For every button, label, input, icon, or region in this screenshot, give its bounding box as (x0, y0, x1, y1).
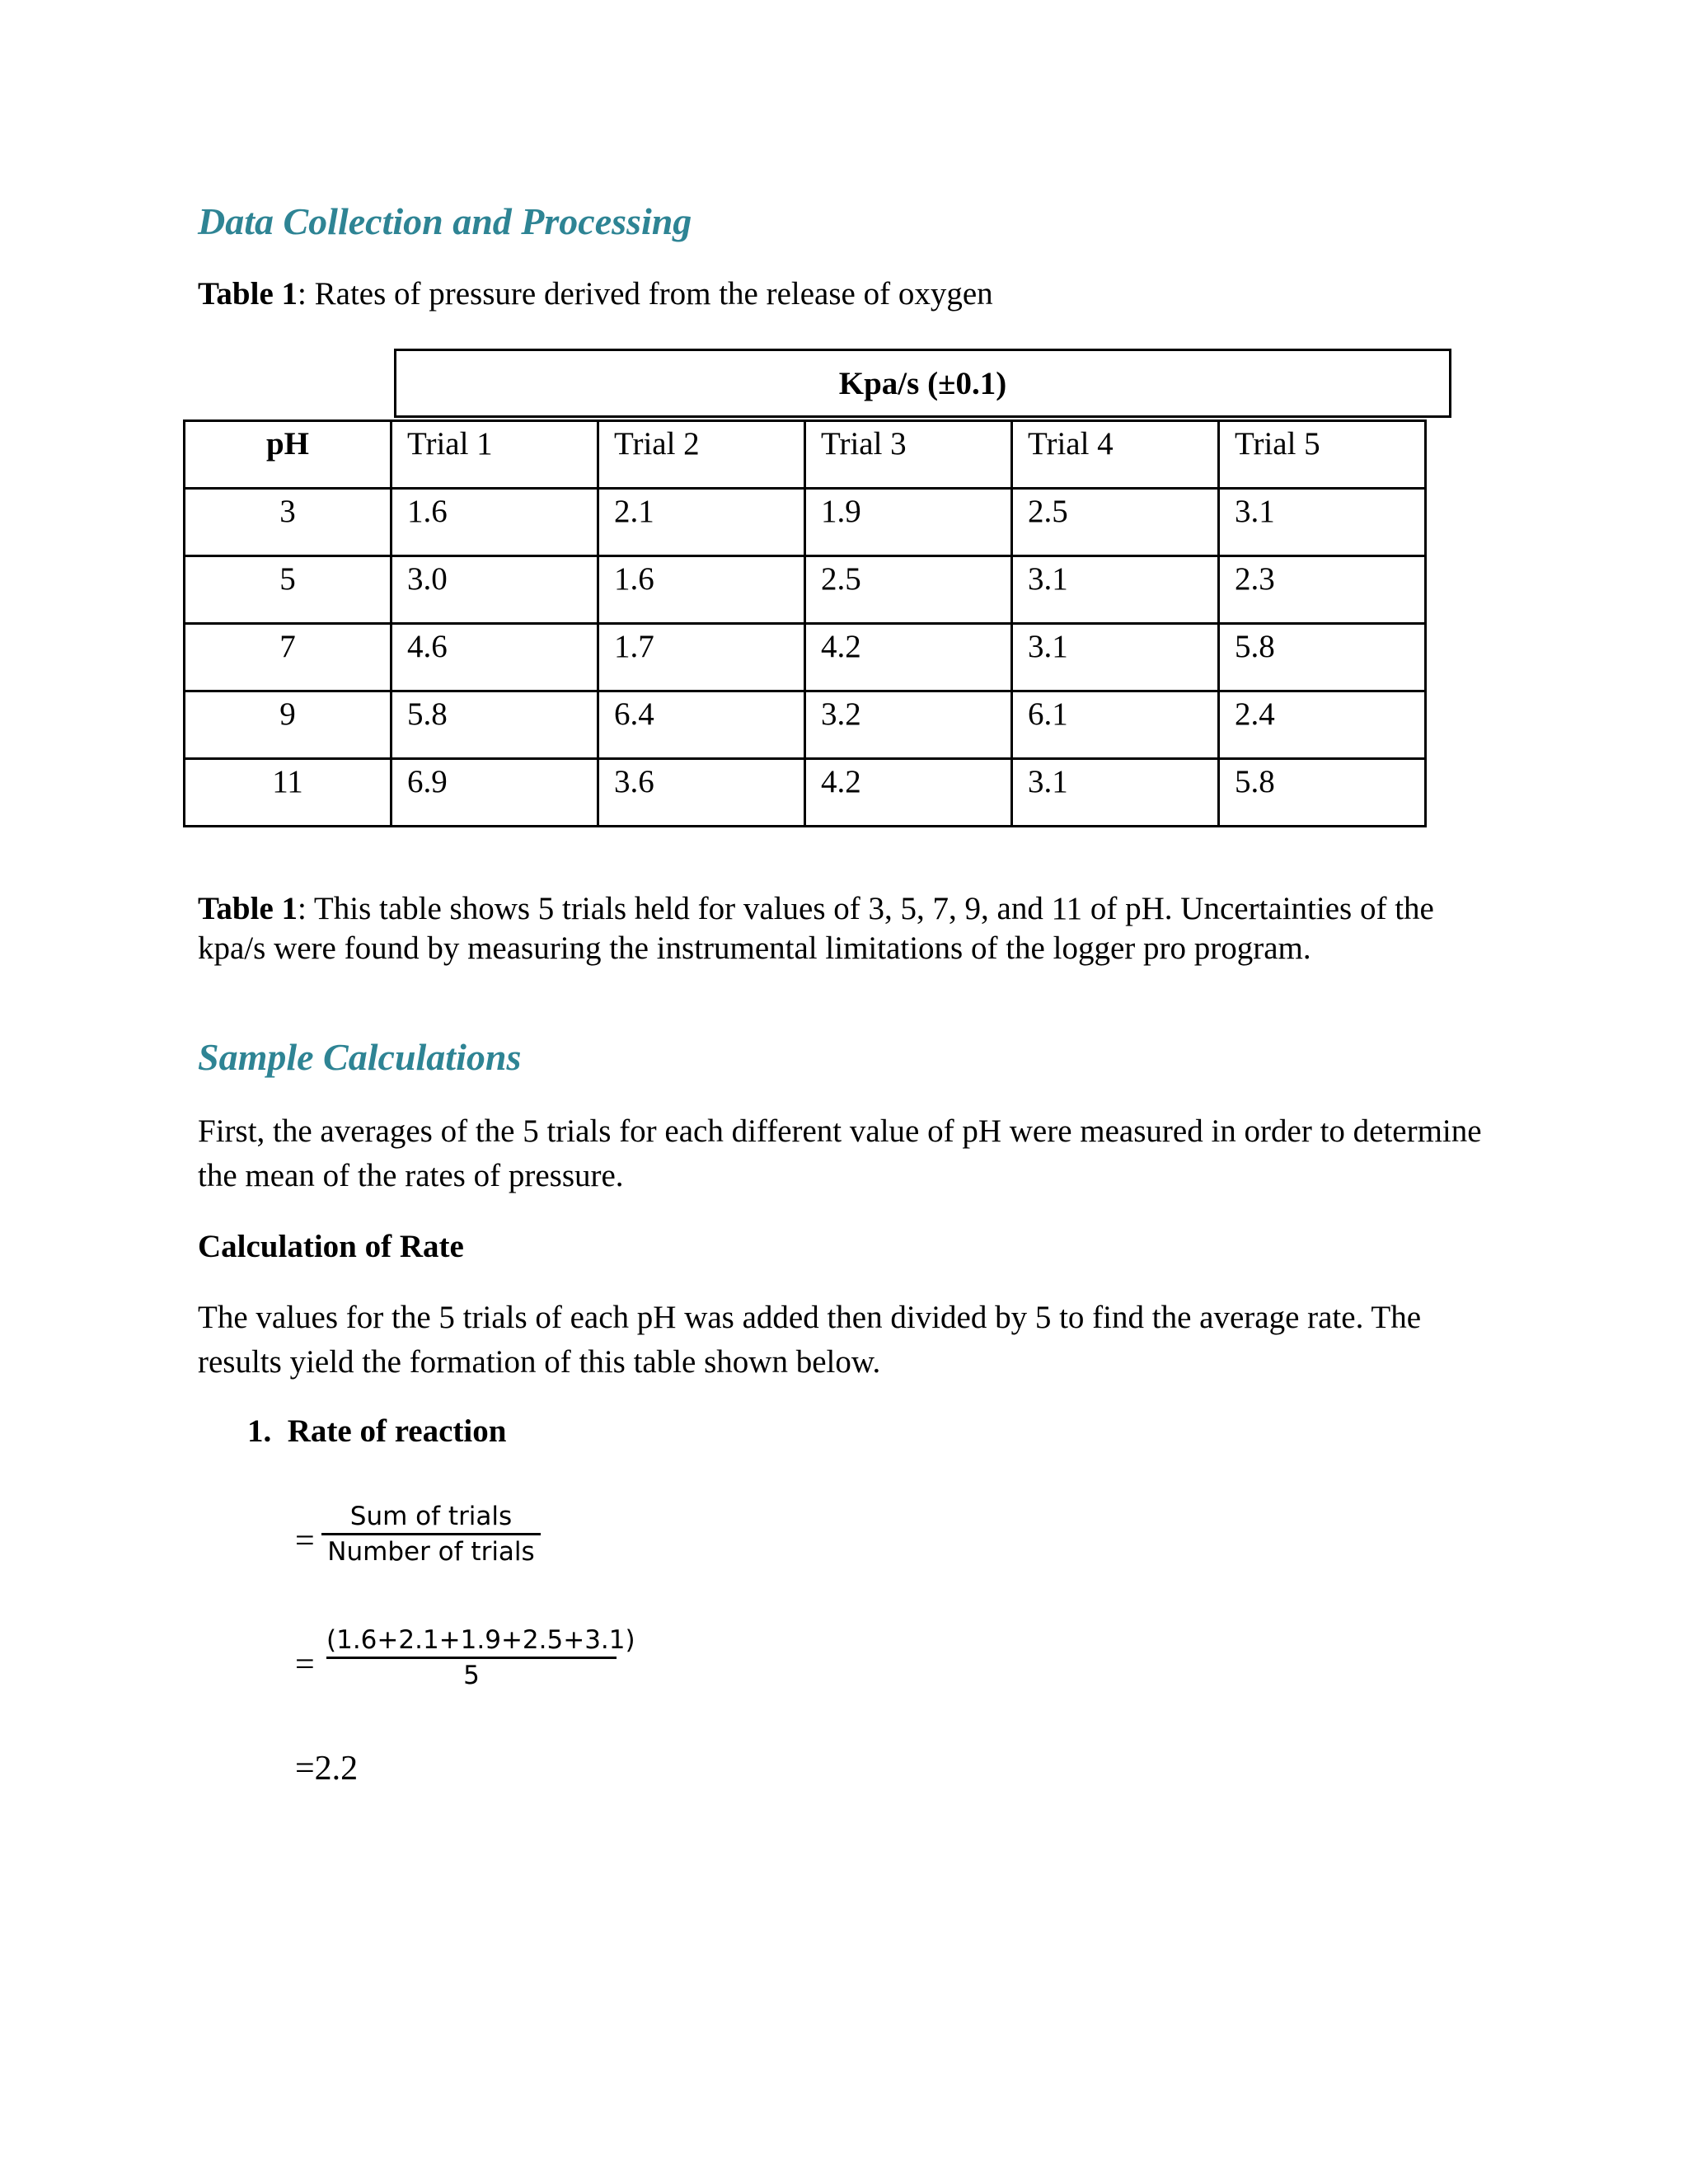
table-cell: 3.2 (805, 691, 1012, 759)
table-caption (198, 889, 1500, 968)
table-cell: 4.2 (805, 624, 1012, 691)
table-cell: 6.9 (392, 759, 598, 827)
list-item-number: 1. (247, 1413, 272, 1449)
formula-numerator: Sum of trials (349, 1502, 513, 1531)
list-item-rate-of-reaction (247, 1409, 506, 1454)
table-caption-text: : This table shows 5 trials held for values of 3, 5, 7, 9, and 11 of pH. Uncertainties of the kpa/s were found by measuring the instrumental limitations of the logger pro program. (198, 891, 1434, 966)
intro-paragraph: First, the averages of the 5 trials for each different value of pH were measured in order to determine the mean of the rates of pressure. (198, 1113, 1482, 1193)
explanation-paragraph: The values for the 5 trials of each pH was added then divided by 5 to find the average rate. The results yield the formation of this table shown below. (198, 1300, 1421, 1380)
table-cell: 2.3 (1219, 556, 1426, 624)
formula-denominator: 5 (463, 1661, 480, 1690)
table-cell: 2.5 (1012, 489, 1219, 556)
table-cell: 3.6 (598, 759, 805, 827)
list-item-text: Rate of reaction (287, 1413, 507, 1449)
formula-general (321, 1500, 541, 1568)
header-trial-4: Trial 4 (1012, 421, 1219, 489)
table-cell: 5.8 (392, 691, 598, 759)
table-header-row (185, 421, 1426, 489)
table-cell: 6.4 (598, 691, 805, 759)
table-cell: 2.1 (598, 489, 805, 556)
table-row (185, 624, 1426, 691)
table-cell: 2.5 (805, 556, 1012, 624)
header-trial-5: Trial 5 (1219, 421, 1426, 489)
table-cell: 2.4 (1219, 691, 1426, 759)
formula-result: =2.2 (295, 1750, 359, 1788)
section-heading-sample-calculations: Sample Calculations (198, 1036, 522, 1078)
table-cell: 9 (185, 691, 392, 759)
table-cell: 3.0 (392, 556, 598, 624)
table-row (185, 489, 1426, 556)
section-heading-data-collection: Data Collection and Processing (198, 200, 692, 242)
table-cell: 1.7 (598, 624, 805, 691)
table-cell: 1.6 (392, 489, 598, 556)
table-cell: 3.1 (1012, 624, 1219, 691)
table-title-text: : Rates of pressure derived from the release of oxygen (298, 276, 993, 312)
table-cell: 1.9 (805, 489, 1012, 556)
table-cell: 5.8 (1219, 624, 1426, 691)
table-caption-label: Table 1 (198, 891, 298, 926)
header-trial-2: Trial 2 (598, 421, 805, 489)
header-trial-1: Trial 1 (392, 421, 598, 489)
subheading-calculation-of-rate: Calculation of Rate (198, 1229, 464, 1264)
table-cell: 3.1 (1012, 556, 1219, 624)
table-cell: 1.6 (598, 556, 805, 624)
table-cell: 6.1 (1012, 691, 1219, 759)
table-cell: 3.1 (1219, 489, 1426, 556)
header-trial-3: Trial 3 (805, 421, 1012, 489)
table-cell: 5.8 (1219, 759, 1426, 827)
table-title-label: Table 1 (198, 276, 298, 312)
table-cell: 3.1 (1012, 759, 1219, 827)
table-cell: 7 (185, 624, 392, 691)
table-cell: 3 (185, 489, 392, 556)
table-row (185, 691, 1426, 759)
equals-sign: = (295, 1522, 315, 1560)
header-ph: pH (185, 421, 392, 489)
rates-table (183, 419, 1427, 827)
table-cell: 11 (185, 759, 392, 827)
formula-denominator: Number of trials (327, 1537, 535, 1567)
table-cell: 4.2 (805, 759, 1012, 827)
formula-substituted (326, 1624, 635, 1692)
table-group-header: Kpa/s (±0.1) (394, 349, 1451, 418)
table-cell: 5 (185, 556, 392, 624)
table-cell: 4.6 (392, 624, 598, 691)
table-row (185, 556, 1426, 624)
formula-numerator: (1.6+2.1+1.9+2.5+3.1) (326, 1625, 635, 1655)
table-row (185, 759, 1426, 827)
table-title (198, 272, 993, 316)
equals-sign: = (295, 1646, 315, 1684)
